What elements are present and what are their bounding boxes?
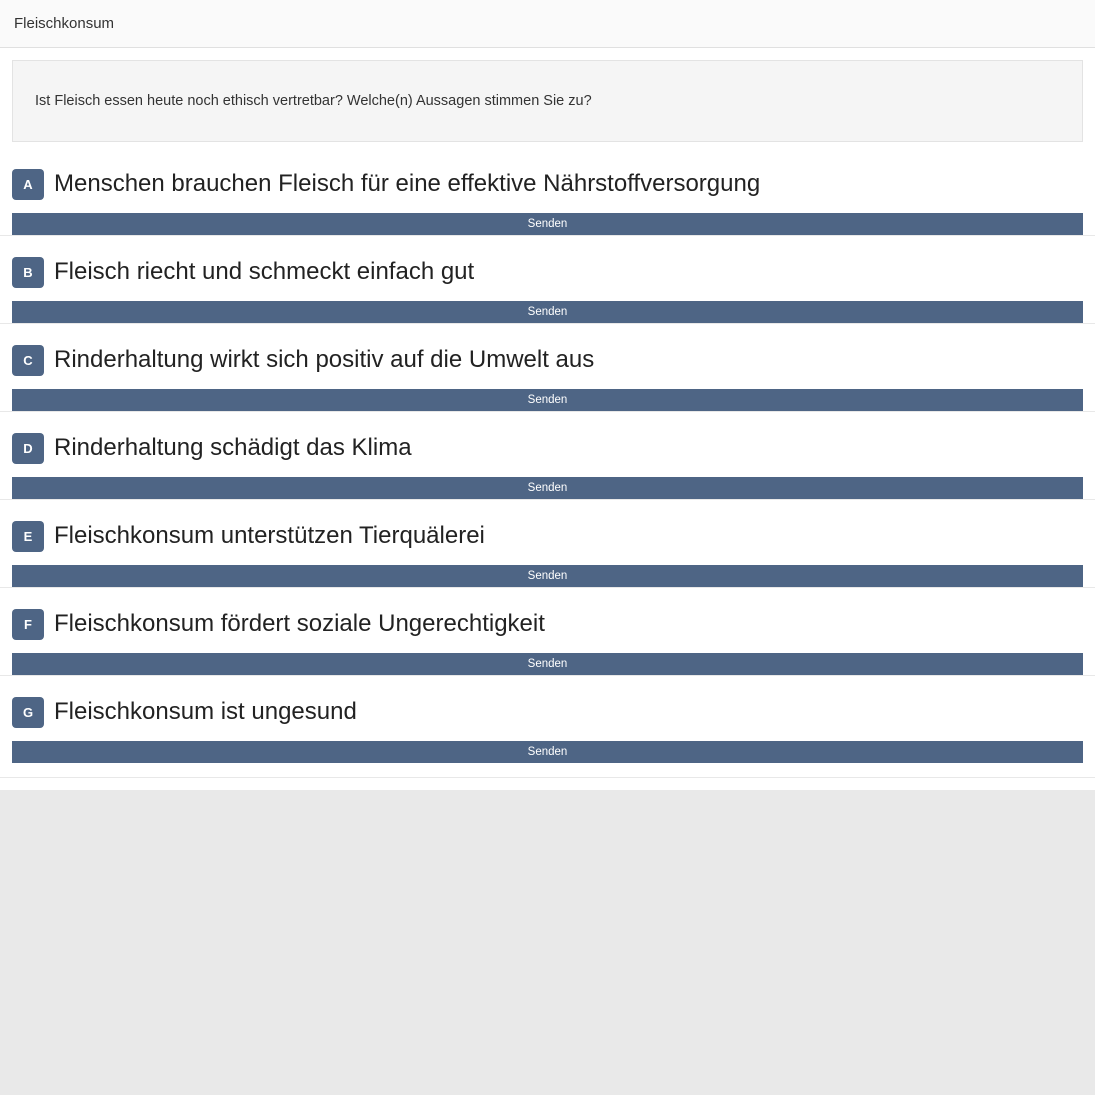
question-panel <box>12 60 1083 142</box>
send-button[interactable]: Senden <box>12 741 1083 763</box>
send-button[interactable]: Senden <box>12 565 1083 587</box>
status-badge: A <box>12 169 44 200</box>
main-content <box>0 48 1095 1095</box>
statement-row <box>0 162 1095 206</box>
question-text: Ist Fleisch essen heute noch ethisch vertretbar? Welche(n) Aussagen stimmen Sie zu? <box>35 93 592 109</box>
title-bar <box>0 0 1095 48</box>
statement-text: Fleischkonsum fördert soziale Ungerechtigkeit <box>54 609 545 637</box>
statement-text: Rinderhaltung schädigt das Klima <box>54 433 412 461</box>
statement-row <box>0 338 1095 382</box>
statement-text: Fleisch riecht und schmeckt einfach gut <box>54 257 475 285</box>
list-item <box>0 675 1095 763</box>
footer-area <box>0 790 1095 1095</box>
send-button[interactable]: Senden <box>12 389 1083 411</box>
statement-row <box>0 690 1095 734</box>
status-badge: G <box>12 697 44 728</box>
statement-text: Fleischkonsum unterstützen Tierquälerei <box>54 521 485 549</box>
statement-row <box>0 602 1095 646</box>
statement-text: Fleischkonsum ist ungesund <box>54 697 357 725</box>
status-badge: D <box>12 433 44 464</box>
list-divider <box>0 777 1095 778</box>
send-button[interactable]: Senden <box>12 301 1083 323</box>
status-badge: E <box>12 521 44 552</box>
list-item <box>0 411 1095 499</box>
list-item <box>0 587 1095 675</box>
status-badge: B <box>12 257 44 288</box>
statement-row <box>0 514 1095 558</box>
page-title: Fleischkonsum <box>14 15 115 32</box>
status-badge: F <box>12 609 44 640</box>
statement-text: Menschen brauchen Fleisch für eine effektive Nährstoffversorgung <box>54 169 761 197</box>
status-badge: C <box>12 345 44 376</box>
statement-text: Rinderhaltung wirkt sich positiv auf die Umwelt aus <box>54 345 595 373</box>
send-button[interactable]: Senden <box>12 213 1083 235</box>
send-button[interactable]: Senden <box>12 477 1083 499</box>
list-item <box>0 235 1095 323</box>
send-button[interactable]: Senden <box>12 653 1083 675</box>
statement-row <box>0 426 1095 470</box>
list-item <box>0 499 1095 587</box>
list-item <box>0 323 1095 411</box>
statement-list <box>0 162 1095 778</box>
list-item <box>0 162 1095 235</box>
statement-row <box>0 250 1095 294</box>
